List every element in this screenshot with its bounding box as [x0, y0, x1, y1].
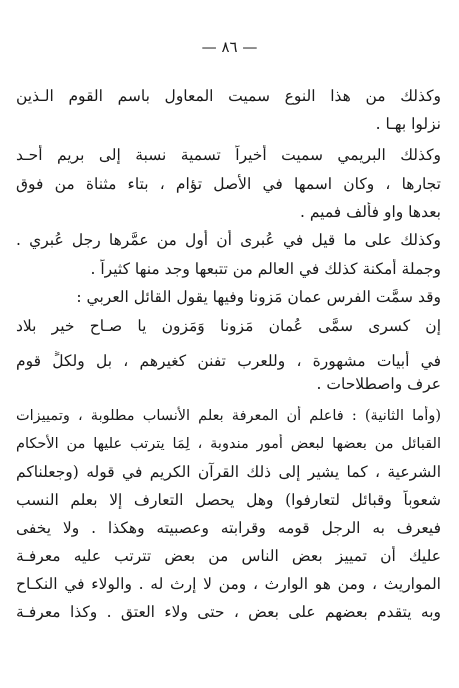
text-line-6: وكذلك على ما قيل في عُبرى أن أول من عمَّرها رجل عُبري . — [16, 231, 441, 249]
text-line-14: الشرعية ، كما يشير إلى ذلك القرآن الكريم في قوله (وجعلناكم — [16, 463, 441, 481]
text-line-7: وجملة أمكنة كذلك في العالم من تتبعها وجد منها كثيراً . — [90, 260, 441, 278]
text-line-19: وبه يتقدم بعضهم على بعض ، حتى ولاء العتق . وكذا معرفـة — [16, 603, 441, 621]
text-line-1: وكذلك من هذا النوع سميت المعاول باسم القوم الـذين — [16, 87, 441, 105]
text-line-5: بعدها واو فألف فميم . — [300, 203, 441, 221]
page-number: — ٨٦ — — [201, 38, 258, 56]
text-line-18: المواريث ، ومن هو الوارث ، ومن لا إرث له . والولاء في النكـاح — [16, 575, 441, 593]
text-line-12: (وأما الثانية) : فاعلم أن المعرفة بعلم الأنساب مطلوبة ، وتمييزات — [16, 408, 441, 424]
text-line-11: عرف واصطلاحات . — [316, 375, 441, 393]
text-line-15: شعوباً وقبائل لتعارفوا) وهل يحصل التعارف إلا بعلم النسب — [16, 491, 441, 509]
text-line-13: القبائل من بعضها لبعض أمور مندوبة ، لِمَا يترتب عليها من الأحكام — [16, 436, 441, 452]
verse-line: إن كسرى سمَّى عُمان مَزونا وَمَزون يا صـاح خير بلاد — [16, 317, 441, 335]
text-line-8: وقد سمَّت الفرس عمان مَزونا وفيها يقول القائل العربي : — [76, 288, 441, 306]
text-line-16: فيعرف به الرجل قومه وقرابته وعصبيته وهكذا . ولا يخفى — [16, 519, 441, 537]
text-line-2: نزلوا بهـا . — [375, 115, 441, 133]
text-line-3: وكذلك البريمي سميت أخيراً تسمية نسبة إلى بريم أحـد — [16, 146, 441, 164]
text-line-4: تجارها ، وكان اسمها في الأصل تؤام ، بتاء مثناة من فوق — [16, 175, 441, 193]
text-line-10: في أبيات مشهورة ، وللعرب تفنن كغيرهم ، بل ولكلٍّ قوم — [16, 352, 441, 370]
text-line-17: عليك أن تمييز بعض الناس من بعض تترتب عليه معرفـة — [16, 547, 441, 565]
